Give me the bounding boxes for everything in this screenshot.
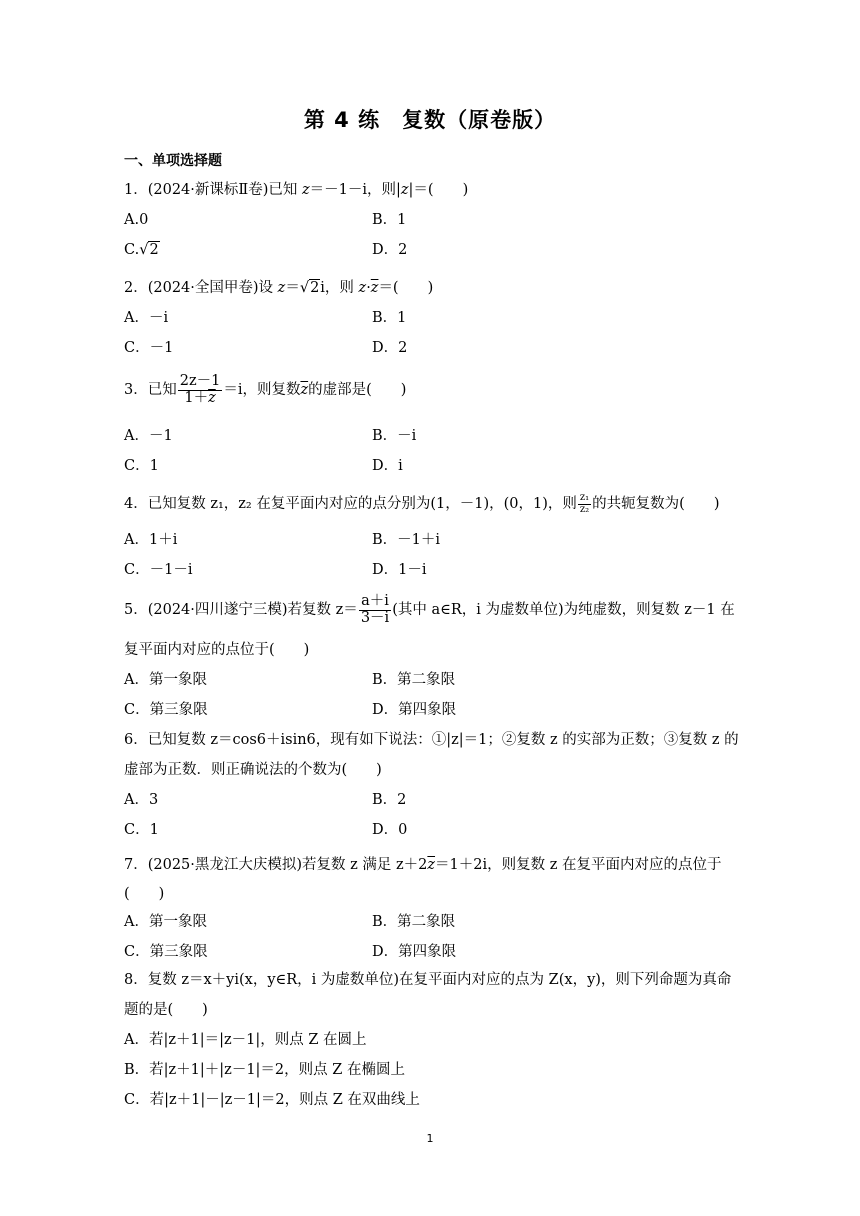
question-2-option-a: A．－i [124, 310, 169, 326]
fraction: $\frac{a+i}{3-i}$ [360, 593, 390, 626]
question-6-option-b: B．2 [372, 792, 407, 808]
question-7-stem: 7．(2025·黑龙江大庆模拟)若复数 z 满足 $z+2\overline{z}=1+2i$，则复数 z 在复平面内对应的点位于 [124, 857, 722, 873]
question-1-option-b: B．1 [372, 212, 407, 228]
question-3-option-b: B．－i [372, 428, 417, 444]
question-3-option-a: A．－1 [124, 428, 173, 444]
question-3-stem: 3．已知 $\frac{2z-1}{1+\overline{z}}$ ＝i，则复数$\overline{z}$的虚部是( ) [124, 373, 407, 406]
question-2-option-c: C．－1 [124, 340, 174, 356]
question-6-option-c: C．1 [124, 822, 159, 838]
question-7-option-c: C．第三象限 [124, 944, 208, 960]
question-4-option-a: A．1＋i [124, 532, 178, 548]
sqrt-symbol: √2 [299, 280, 320, 296]
question-5-stem-line-2: 复平面内对应的点位于( ) [124, 642, 310, 658]
sqrt-symbol: √2 [139, 242, 159, 258]
question-7-option-d: D．第四象限 [372, 944, 457, 960]
fraction: $\frac{\text{z₁}}{\text{z₂}}$ [579, 492, 590, 515]
question-2-option-b: B．1 [372, 310, 407, 326]
question-5-option-c: C．第三象限 [124, 702, 208, 718]
question-6-option-a: A．3 [124, 792, 159, 808]
question-7-stem-line-2: ( ) [124, 886, 165, 902]
question-2-stem: 2．(2024·全国甲卷)设 z＝√2i，则 $z\cdot\overline{z}=$( ) [124, 280, 434, 296]
question-1-option-c: C.√2 [124, 242, 159, 258]
question-1-stem: 1．(2024·新课标Ⅱ卷)已知 z＝－1－i，则|z|＝( ) [124, 182, 469, 198]
question-8-option-b: B．若|z＋1|＋|z－1|＝2，则点 Z 在椭圆上 [124, 1062, 405, 1078]
question-5-option-a: A．第一象限 [124, 672, 207, 688]
question-3-option-d: D．i [372, 458, 403, 474]
question-6-stem-line-2: 虚部为正数．则正确说法的个数为( ) [124, 762, 382, 778]
question-5-option-d: D．第四象限 [372, 702, 457, 718]
question-2-option-d: D．2 [372, 340, 408, 356]
question-4-option-c: C．－1－i [124, 562, 193, 578]
question-5-option-b: B．第二象限 [372, 672, 456, 688]
question-7-option-b: B．第二象限 [372, 914, 456, 930]
question-8-option-c: C．若|z＋1|－|z－1|＝2，则点 Z 在双曲线上 [124, 1092, 420, 1108]
question-8-stem-line-2: 题的是( ) [124, 1002, 208, 1018]
question-3-option-c: C．1 [124, 458, 159, 474]
question-5-stem: 5．(2024·四川遂宁三模)若复数 z＝ $\frac{a+i}{3-i}$ (其中 a∈R，i 为虚数单位)为纯虚数，则复数 z－1 在 [124, 593, 735, 626]
question-1-option-a: A.0 [124, 212, 149, 228]
page-number: 1 [426, 1132, 434, 1145]
question-6-stem: 6．已知复数 z＝cos6＋isin6，现有如下说法：①|z|＝1；②复数 z 的实部为正数；③复数 z 的 [124, 732, 739, 748]
question-7-option-a: A．第一象限 [124, 914, 207, 930]
question-1-option-d: D．2 [372, 242, 408, 258]
page-title: 第 4 练 复数（原卷版） [303, 108, 557, 132]
section-heading: 一、单项选择题 [124, 153, 222, 169]
question-4-option-d: D．1－i [372, 562, 427, 578]
question-8-stem: 8．复数 z＝x＋yi(x，y∈R，i 为虚数单位)在复平面内对应的点为 Z(x，y)，则下列命题为真命 [124, 972, 732, 988]
fraction: $\frac{2z-1}{1+\overline{z}}$ [179, 373, 221, 406]
question-4-stem: 4．已知复数 z₁，z₂ 在复平面内对应的点分别为(1，－1)，(0，1)，则 $\frac{\text{z₁}}{\text{z₂}}$ 的共轭复数为( ) [124, 492, 720, 515]
question-6-option-d: D．0 [372, 822, 408, 838]
question-8-option-a: A．若|z＋1|＝|z－1|，则点 Z 在圆上 [124, 1032, 367, 1048]
question-4-option-b: B．－1＋i [372, 532, 441, 548]
